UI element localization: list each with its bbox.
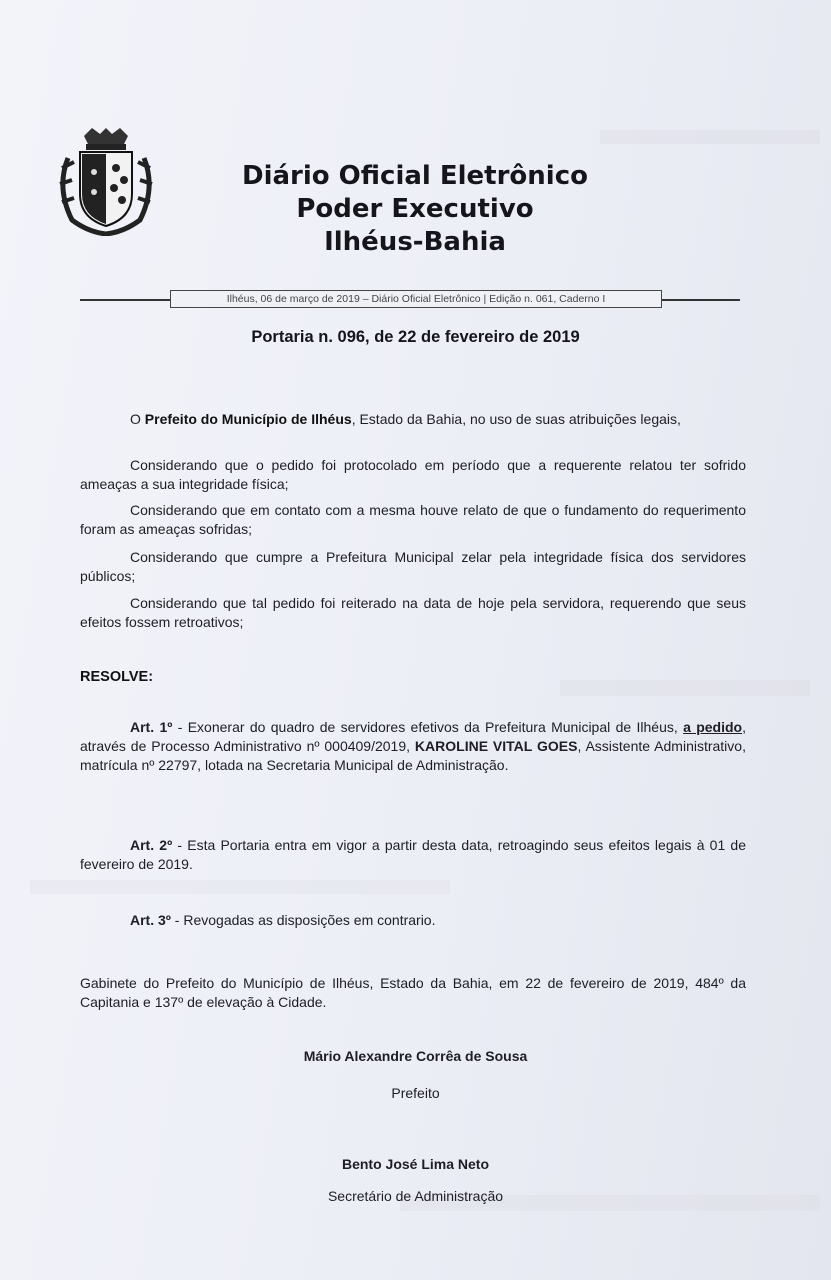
signatory-name: Mário Alexandre Corrêa de Sousa <box>303 1048 528 1064</box>
edition-line: Ilhéus, 06 de março de 2019 – Diário Oficial Eletrônico | Edição n. 061, Caderno I <box>170 290 662 308</box>
article-text: , através de Processo Administrativo nº 000409/2019, <box>80 719 746 754</box>
considerando-1 <box>80 456 746 494</box>
considerando-text: Considerando que cumpre a Prefeitura Municipal zelar pela integridade física dos servidores públicos; <box>80 549 746 584</box>
show-through-line <box>600 130 820 144</box>
article-1 <box>80 718 746 775</box>
closing-paragraph <box>80 974 746 1012</box>
considerando-text: Considerando que tal pedido foi reiterado na data de hoje pela servidora, requerendo que seus efeitos fossem retroativos; <box>80 595 746 630</box>
article-label: Art. 1º <box>130 719 173 735</box>
article-text: , Assistente Administrativo, matrícula nº 22797, lotada na Secretaria Municipal de Administração. <box>80 738 746 773</box>
show-through-line <box>30 880 450 894</box>
preamble <box>80 410 746 429</box>
masthead-line: Diário Oficial Eletrônico <box>241 161 588 191</box>
employee-name: KAROLINE VITAL GOES <box>414 738 578 754</box>
document-title: Portaria n. 096, de 22 de fevereiro de 2019 <box>251 328 580 346</box>
masthead-line: Poder Executivo <box>296 194 534 224</box>
considerando-text: Considerando que o pedido foi protocolado em período que a requerente relatou ter sofrido ameaças a sua integridade física; <box>80 457 746 492</box>
article-text: - Revogadas as disposições em contrario. <box>170 912 436 928</box>
resolve-label: RESOLVE: <box>80 669 154 685</box>
preamble-authority: Prefeito do Município de Ilhéus <box>144 411 352 427</box>
show-through-line <box>560 680 810 696</box>
signatory-role: Prefeito <box>391 1085 440 1101</box>
article-text: - Esta Portaria entra em vigor a partir desta data, retroagindo seus efeitos legais à 01 de fevereiro de 2019. <box>80 837 746 872</box>
considerando-4 <box>80 594 746 632</box>
signatory-role: Secretário de Administração <box>327 1188 504 1204</box>
article-emphasis: a pedido <box>683 719 743 735</box>
article-3 <box>80 911 746 930</box>
preamble-lead: O <box>130 411 145 427</box>
coat-of-arms-icon <box>54 128 158 236</box>
considerando-text: Considerando que em contato com a mesma houve relato de que o fundamento do requerimento foram as ameaças sofridas; <box>80 502 746 537</box>
considerando-2 <box>80 501 746 539</box>
article-label: Art. 2º <box>130 837 173 853</box>
masthead <box>200 160 630 259</box>
signatory-name: Bento José Lima Neto <box>341 1156 490 1172</box>
masthead-line: Ilhéus-Bahia <box>324 227 506 257</box>
article-label: Art. 3º <box>130 912 171 928</box>
article-2 <box>80 836 746 874</box>
closing-text: Gabinete do Prefeito do Município de Ilhéus, Estado da Bahia, em 22 de fevereiro de 2019, 484º da Capitania e 137º de elevação à Cidade. <box>80 975 746 1010</box>
considerando-3 <box>80 548 746 586</box>
preamble-rest: , Estado da Bahia, no uso de suas atribuições legais, <box>351 411 681 427</box>
article-text: - Exonerar do quadro de servidores efetivos da Prefeitura Municipal de Ilhéus, <box>172 719 684 735</box>
